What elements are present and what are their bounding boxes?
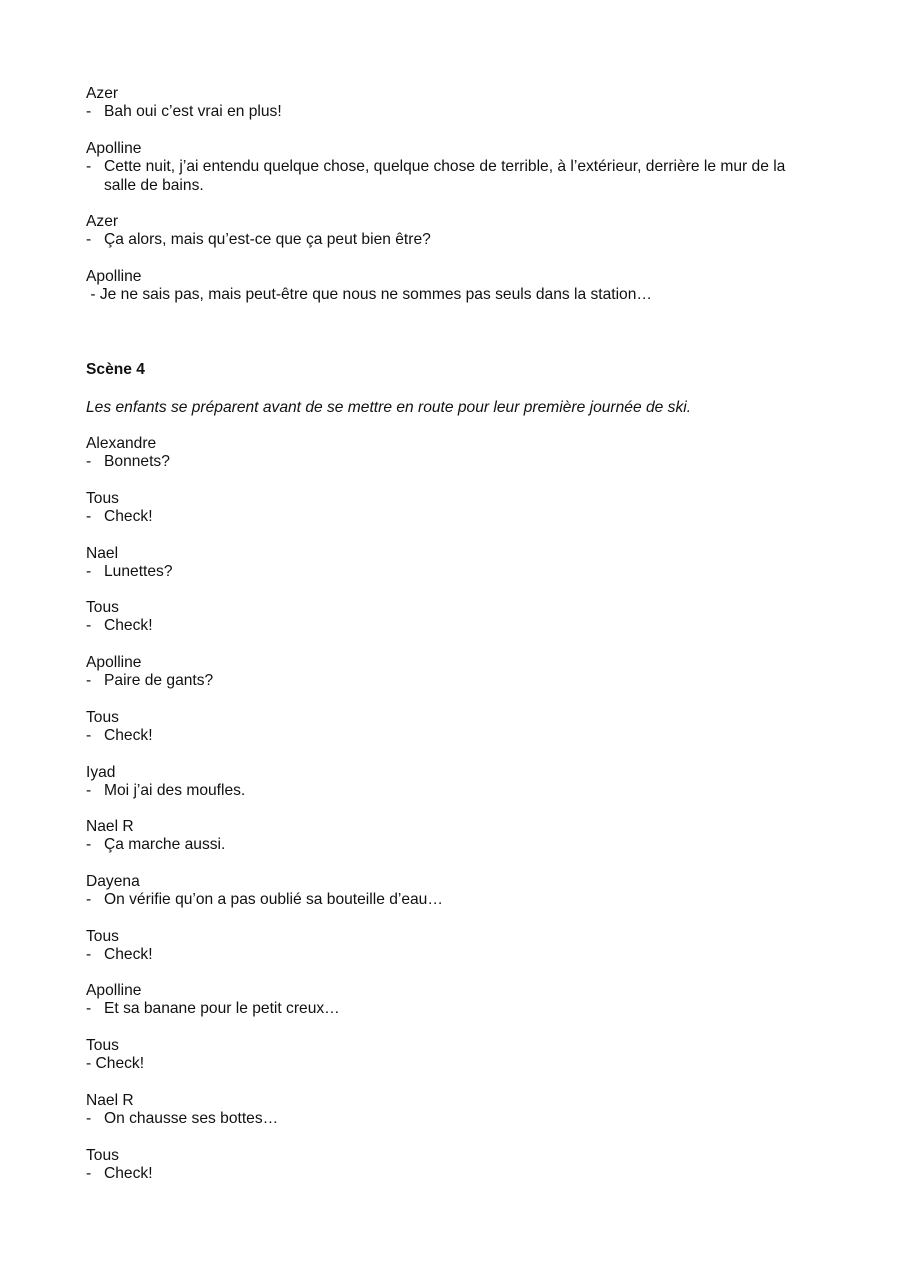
dialogue-text: - Je ne sais pas, mais peut-être que nous ne sommes pas seuls dans la station… <box>86 286 652 304</box>
dialogue-text: Cette nuit, j’ai entendu quelque chose, quelque chose de terrible, à l’extérieur, derrière le mur de la salle de bains. <box>104 158 786 194</box>
dialogue-dash: - <box>86 891 92 909</box>
dialogue-text: Check! <box>104 508 153 526</box>
dialogue-line <box>86 1165 816 1183</box>
dialogue-text: Ça marche aussi. <box>104 836 226 854</box>
speaker-name: Azer <box>86 85 119 102</box>
dialogue-dash: - <box>86 453 92 471</box>
dialogue-line <box>86 672 816 690</box>
dialogue-block <box>86 928 816 965</box>
dialogue-text: Moi j’ai des moufles. <box>104 782 246 800</box>
speaker-name: Dayena <box>86 873 140 890</box>
speaker-name: Tous <box>86 599 119 616</box>
dialogue-block <box>86 764 816 801</box>
dialogue-dash: - <box>86 231 92 249</box>
speaker-name: Nael <box>86 545 119 562</box>
dialogue-line <box>86 946 816 964</box>
dialogue-block <box>86 873 816 910</box>
dialogue-text: Bonnets? <box>104 453 170 471</box>
dialogue-block <box>86 490 816 527</box>
dialogue-line <box>86 727 816 745</box>
dialogue-block <box>86 599 816 636</box>
dialogue-dash: - <box>86 103 92 121</box>
dialogue-line <box>86 1110 816 1128</box>
dialogue-dash: - <box>86 672 92 690</box>
dialogue-text: Check! <box>104 946 153 964</box>
dialogue-dash: - <box>86 836 92 854</box>
dialogue-block <box>86 1147 816 1184</box>
speaker-name: Alexandre <box>86 435 157 452</box>
dialogue-line <box>86 836 816 854</box>
speaker-name: Tous <box>86 1037 119 1054</box>
dialogue-dash: - <box>86 1165 92 1183</box>
speaker-name: Tous <box>86 490 119 507</box>
dialogue-dash: - <box>86 1000 92 1018</box>
dialogue-line <box>86 231 816 249</box>
dialogue-text: Check! <box>104 1165 153 1183</box>
dialogue-line <box>86 508 816 526</box>
dialogue-dash: - <box>86 1110 92 1128</box>
speaker-name: Azer <box>86 213 119 230</box>
speaker-name: Nael R <box>86 1092 134 1109</box>
dialogue-block <box>86 709 816 746</box>
dialogue-line <box>86 563 816 581</box>
speaker-name: Tous <box>86 1147 119 1164</box>
dialogue-text: Ça alors, mais qu’est-ce que ça peut bien être? <box>104 231 431 249</box>
dialogue-block <box>86 435 816 472</box>
dialogue-text: On chausse ses bottes… <box>104 1110 279 1128</box>
dialogue-dash: - <box>86 617 92 635</box>
dialogue-dash: - <box>86 946 92 964</box>
scene-heading-block <box>86 361 816 379</box>
dialogue-dash: - <box>86 727 92 745</box>
dialogue-line <box>86 891 816 909</box>
dialogue-block <box>86 545 816 582</box>
dialogue-line <box>86 158 816 195</box>
speaker-name: Apolline <box>86 982 142 999</box>
dialogue-text: Paire de gants? <box>104 672 214 690</box>
dialogue-text: On vérifie qu’on a pas oublié sa bouteille d’eau… <box>104 891 443 909</box>
dialogue-dash: - <box>86 563 92 581</box>
dialogue-dash: - <box>86 158 92 176</box>
stage-direction-block <box>86 399 816 417</box>
stage-direction: Les enfants se préparent avant de se mettre en route pour leur première journée de ski. <box>86 399 692 416</box>
speaker-name: Apolline <box>86 140 142 157</box>
dialogue-line <box>86 453 816 471</box>
dialogue-block <box>86 982 816 1019</box>
dialogue-text: Bah oui c’est vrai en plus! <box>104 103 282 121</box>
dialogue-block <box>86 654 816 691</box>
dialogue-block <box>86 140 816 195</box>
scene-heading: Scène 4 <box>86 361 145 378</box>
dialogue-block <box>86 1092 816 1129</box>
dialogue-dash: - <box>86 508 92 526</box>
dialogue-block <box>86 213 816 250</box>
dialogue-line <box>86 617 816 635</box>
dialogue-text: Et sa banane pour le petit creux… <box>104 1000 340 1018</box>
dialogue-text: Check! <box>104 727 153 745</box>
speaker-name: Nael R <box>86 818 134 835</box>
speaker-name: Apolline <box>86 654 142 671</box>
speaker-name: Tous <box>86 928 119 945</box>
dialogue-block <box>86 268 816 305</box>
dialogue-line <box>86 782 816 800</box>
dialogue-text: - Check! <box>86 1055 145 1073</box>
dialogue-text: Lunettes? <box>104 563 173 581</box>
speaker-name: Apolline <box>86 268 142 285</box>
speaker-name: Tous <box>86 709 119 726</box>
dialogue-dash: - <box>86 782 92 800</box>
dialogue-line <box>86 1000 816 1018</box>
dialogue-block <box>86 85 816 122</box>
dialogue-block <box>86 1037 816 1074</box>
speaker-name: Iyad <box>86 764 116 781</box>
dialogue-block <box>86 818 816 855</box>
dialogue-text: Check! <box>104 617 153 635</box>
dialogue-line <box>86 103 816 121</box>
